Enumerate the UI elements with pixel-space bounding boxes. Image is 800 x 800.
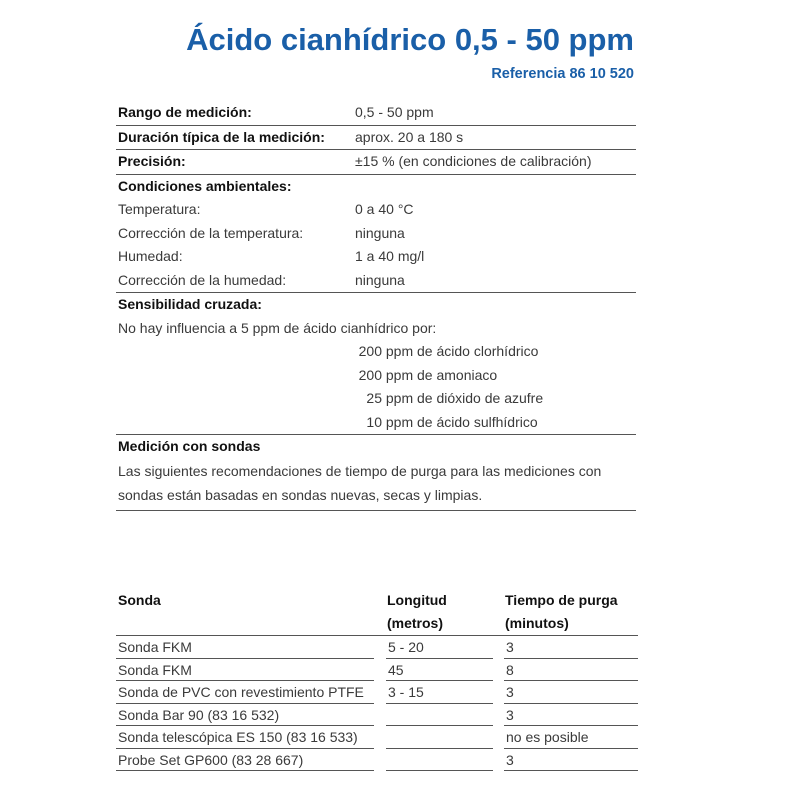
cross-item	[116, 387, 636, 411]
cell-purge-time: no es posible	[504, 726, 638, 749]
cell-length: 3 - 15	[386, 681, 493, 704]
cross-item-amount: 200	[358, 366, 382, 383]
section-heading: Sensibilidad cruzada:	[118, 296, 262, 312]
table-header	[116, 589, 638, 636]
cell-purge-time: 3	[504, 636, 638, 659]
cross-item-text: ppm de amoniaco	[385, 366, 498, 383]
table-row	[116, 726, 638, 749]
cell-purge-time: 8	[504, 659, 638, 682]
table-row	[116, 681, 638, 704]
cell-probe: Sonda Bar 90 (83 16 532)	[116, 704, 374, 727]
probe-heading-row	[116, 435, 636, 459]
cell-length	[386, 749, 493, 772]
spec-label: Rango de medición:	[118, 104, 252, 120]
spec-row-precision	[116, 150, 636, 175]
spec-value: aprox. 20 a 180 s	[355, 128, 464, 145]
table-row	[116, 749, 638, 772]
cell-probe: Probe Set GP600 (83 28 667)	[116, 749, 374, 772]
cross-intro-row	[116, 317, 636, 341]
spec-value: ninguna	[355, 224, 405, 241]
reference-number: Referencia 86 10 520	[491, 66, 634, 82]
cross-heading-row	[116, 293, 636, 317]
spec-label: Duración típica de la medición:	[118, 128, 325, 145]
spec-value: 0 a 40 °C	[355, 201, 414, 217]
cell-probe: Sonda FKM	[116, 659, 374, 682]
cross-item-amount: 200	[358, 343, 382, 359]
spec-value: 0,5 - 50 ppm	[355, 104, 434, 120]
cross-item	[116, 364, 636, 388]
table-row	[116, 704, 638, 727]
ambient-heading-row	[116, 175, 636, 199]
probe-description-line: Las siguientes recomendaciones de tiempo de purga para las mediciones con	[118, 462, 602, 479]
page-title: Ácido cianhídrico 0,5 - 50 ppm	[186, 22, 634, 57]
cell-length	[386, 726, 493, 749]
spec-row-duration	[116, 126, 636, 151]
spec-label: Temperatura:	[118, 201, 201, 217]
cross-item-amount: 10	[366, 413, 382, 430]
probe-description	[116, 459, 636, 511]
spec-value: ±15 % (en condiciones de calibración)	[355, 153, 592, 169]
cross-item-text: ppm de dióxido de azufre	[385, 390, 544, 406]
column-header-length: Longitud (metros)	[387, 592, 447, 631]
section-heading: Medición con sondas	[118, 438, 261, 454]
table-row	[116, 636, 638, 659]
cell-probe: Sonda de PVC con revestimiento PTFE	[116, 681, 374, 704]
cell-purge-time: 3	[504, 749, 638, 772]
cross-item-text: ppm de ácido clorhídrico	[385, 343, 539, 359]
cell-purge-time: 3	[504, 681, 638, 704]
spec-label: Precisión:	[118, 153, 186, 169]
cell-probe: Sonda telescópica ES 150 (83 16 533)	[116, 726, 374, 749]
cell-purge-time: 3	[504, 704, 638, 727]
spec-row-temp-correction	[116, 222, 636, 246]
spec-row-temperature	[116, 198, 636, 222]
cell-probe: Sonda FKM	[116, 636, 374, 659]
spec-value: ninguna	[355, 271, 405, 288]
spec-value: 1 a 40 mg/l	[355, 248, 425, 264]
cross-sensitivity-intro: No hay influencia a 5 ppm de ácido cianhídrico por:	[118, 319, 437, 336]
cross-item-text: ppm de ácido sulfhídrico	[385, 413, 538, 430]
table-row	[116, 659, 638, 682]
cell-length: 5 - 20	[386, 636, 493, 659]
cell-length: 45	[386, 659, 493, 682]
specifications-section	[116, 101, 636, 511]
spec-row-range	[116, 101, 636, 126]
spec-label: Corrección de la humedad:	[118, 271, 287, 288]
purge-time-table	[116, 589, 638, 771]
spec-row-humidity	[116, 245, 636, 269]
column-header-purge-time: Tiempo de purga (minutos)	[505, 592, 618, 631]
column-header-probe: Sonda	[118, 592, 161, 608]
section-heading: Condiciones ambientales:	[118, 177, 292, 194]
cross-item	[116, 340, 636, 364]
cell-length	[386, 704, 493, 727]
cross-item	[116, 411, 636, 436]
probe-description-line: sondas están basadas en sondas nuevas, secas y limpias.	[118, 486, 483, 503]
spec-row-humidity-correction	[116, 269, 636, 294]
spec-label: Humedad:	[118, 248, 183, 264]
spec-label: Corrección de la temperatura:	[118, 224, 304, 241]
cross-item-amount: 25	[366, 390, 382, 406]
